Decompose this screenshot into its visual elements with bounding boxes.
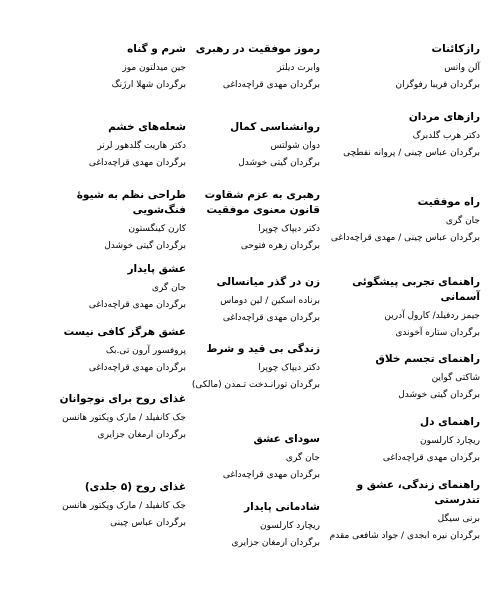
book-entry <box>180 120 320 172</box>
book-author: پروفسور آرون تی.بک <box>105 346 186 356</box>
book-translator: برگردان فریبا رفوگران <box>395 80 480 90</box>
book-title: عشق پایدار <box>127 263 186 275</box>
book-entry <box>320 195 480 247</box>
book-translator: برگردان ارمغان جزایری <box>231 538 320 548</box>
book-title: راهنمای تجسم خلاق <box>375 353 480 365</box>
book-title: روانشناسی کمال <box>230 121 320 133</box>
book-author: دکتر دیپاک چوپرا <box>258 363 320 373</box>
book-author: برنی سیگل <box>437 514 480 524</box>
book-entry <box>56 392 186 444</box>
book-entry <box>56 480 186 532</box>
book-translator: برگردان مهدی قراچه‌داغی <box>88 300 186 310</box>
book-entry <box>320 415 480 467</box>
book-title: شعله‌های خشم <box>108 121 186 133</box>
book-title: رموز موفقیت در رهبری <box>195 43 320 55</box>
book-title: راهنمای زندگی، عشق و تندرستی <box>356 479 480 506</box>
book-entry <box>320 478 480 545</box>
book-title: زن در گذر میانسالی <box>216 276 320 288</box>
book-title: سودای عشق <box>253 433 320 445</box>
book-entry <box>320 275 480 342</box>
book-translator: برگردان مهدی قراچه‌داغی <box>88 158 186 168</box>
book-translator: برگردان شهلا ارژنگ <box>111 80 186 90</box>
book-translator: برگردان گیتی خوشدل <box>398 390 480 400</box>
book-author: جک کانفیلد / مارک ویکتور هانسن <box>62 501 186 511</box>
book-author: ریچارد کارلسون <box>419 436 480 446</box>
book-entry <box>320 42 480 94</box>
book-title: رهبری به عزم شقاوت قانون معنوی موفقیت <box>204 189 320 216</box>
book-translator: برگردان گیتی خوشدل <box>238 158 320 168</box>
book-translator: برگردان نیره ابجدی / جواد شافعی مقدم <box>329 531 480 541</box>
book-author: دوان شولتس <box>270 141 320 151</box>
book-title: طراحی نظم به شیوهٔ فنگ‌شویی <box>76 189 186 216</box>
book-entry <box>180 500 320 552</box>
book-author: دکتر دیپاک چوپرا <box>258 224 320 234</box>
book-title: راه موفقیت <box>417 196 480 208</box>
book-title: زندگی بی قید و شرط <box>206 343 320 355</box>
book-author: جان گری <box>285 453 320 463</box>
book-author: جیمز ردفیلد/ کارول آدرین <box>384 311 480 321</box>
book-author: وابرت دیلتز <box>277 63 320 73</box>
book-entry <box>56 188 186 255</box>
book-author: آلن واتس <box>444 63 480 73</box>
book-translator: برگردان زهره فتوحی <box>240 241 320 251</box>
book-translator: برگردان ستاره آخوندی <box>395 328 480 338</box>
book-translator: برگردان مهدی قراچه‌داغی <box>382 453 480 463</box>
book-translator: برگردان مهدی قراچه‌داغی <box>222 470 320 480</box>
book-title: غذای روح برای نوجوانان <box>59 393 186 405</box>
book-entry <box>56 120 186 172</box>
book-title: راهنمای تجربی پیشگوئی آسمانی <box>352 276 480 303</box>
book-author: ریچارد کارلسون <box>259 521 320 531</box>
book-translator: برگردان عباس چینی / مهدی قراچه‌داغی <box>330 233 480 243</box>
book-entry <box>180 275 320 327</box>
book-entry <box>180 42 320 94</box>
book-entry <box>320 110 480 162</box>
book-title: رازکائنات <box>431 43 480 55</box>
book-translator: برگردان عباس چینی / پروانه نفطچی <box>343 148 480 158</box>
book-entry <box>320 352 480 404</box>
book-entry <box>56 42 186 94</box>
book-author: جان گری <box>445 216 480 226</box>
book-author: برناده اسکین / لین دوماس <box>220 296 320 306</box>
book-entry <box>56 262 186 314</box>
book-entry <box>180 342 320 394</box>
book-translator: برگردان تورانـدخت تـمدن (مالکی) <box>191 380 320 390</box>
book-translator: برگردان مهدی قراچه‌داغی <box>88 363 186 373</box>
book-title: غذای روح (۵ جلدی) <box>84 481 186 493</box>
book-author: جک کانفیلد / مارک ویکتور هانسن <box>62 413 186 423</box>
book-translator: برگردان مهدی قراچه‌داغی <box>222 313 320 323</box>
book-author: کارن کینگستون <box>128 224 186 234</box>
book-title: شادمانی پایدار <box>244 501 320 513</box>
book-translator: برگردان ارمغان جزایری <box>97 430 186 440</box>
book-title: راهنمای دل <box>420 416 480 428</box>
book-author: دکتر هرب گلدبرگ <box>412 131 480 141</box>
book-title: شرم و گناه <box>127 43 186 55</box>
book-title: رازهای مردان <box>408 111 480 123</box>
book-translator: برگردان گیتی خوشدل <box>104 241 186 251</box>
book-translator: برگردان عباس چینی <box>110 518 186 528</box>
book-author: جین میدلتون موز <box>122 63 186 73</box>
book-entry <box>180 188 320 255</box>
book-author: دکتر هاریت گلدهور لرنر <box>97 141 186 151</box>
book-author: شاکتی گواین <box>431 373 480 383</box>
book-translator: برگردان مهدی قراچه‌داغی <box>222 80 320 90</box>
book-author: جان گری <box>151 283 186 293</box>
book-title: عشق هرگز کافی نیست <box>63 326 186 338</box>
book-entry <box>180 432 320 484</box>
book-entry <box>56 325 186 377</box>
